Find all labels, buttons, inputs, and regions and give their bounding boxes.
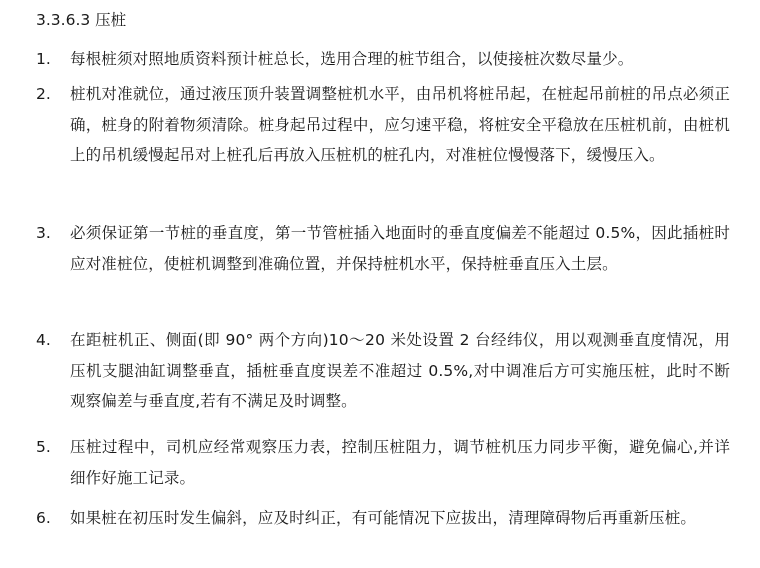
list-item-text: 在距桩机正、侧面(即 90° 两个方向)10～20 米处设置 2 台经纬仪，用以观测垂直度情况，用压机支腿油缸调整垂直，插桩垂直度误差不准超过 0.5%,对中调准后方可实施压桩，此时不断观察偏差与垂直度,若有不满足及时调整。 [70, 331, 730, 410]
list-item-text: 压桩过程中，司机应经常观察压力表，控制压桩阻力，调节桩机压力同步平衡，避免偏心,并详细作好施工记录。 [70, 438, 730, 487]
list-item-text: 每根桩须对照地质资料预计桩总长，选用合理的桩节组合，以使接桩次数尽量少。 [70, 50, 634, 68]
list-item-text: 必须保证第一节桩的垂直度，第一节管桩插入地面时的垂直度偏差不能超过 0.5%，因此插桩时应对准桩位，使桩机调整到准确位置，并保持桩机水平，保持桩垂直压入土层。 [70, 224, 730, 273]
list-item-text: 桩机对准就位，通过液压顶升装置调整桩机水平，由吊机将桩吊起，在桩起吊前桩的吊点必须正确，桩身的附着物须清除。桩身起吊过程中，应匀速平稳，将桩安全平稳放在压桩机前，由桩机上的吊机缓慢起吊对上桩孔后再放入压桩机的桩孔内，对准桩位慢慢落下，缓慢压入。 [70, 85, 730, 164]
list-item-number: 6. [36, 509, 51, 527]
list-item-text: 如果桩在初压时发生偏斜，应及时纠正，有可能情况下应拔出，清理障碍物后再重新压桩。 [70, 509, 697, 527]
section-heading: 3.3.6.3 压桩 [36, 11, 127, 29]
list-item-number: 1. [36, 50, 51, 68]
list-item-number: 2. [36, 85, 51, 103]
list-item-number: 4. [36, 331, 51, 349]
list-item-number: 5. [36, 438, 51, 456]
list-item-number: 3. [36, 224, 51, 242]
